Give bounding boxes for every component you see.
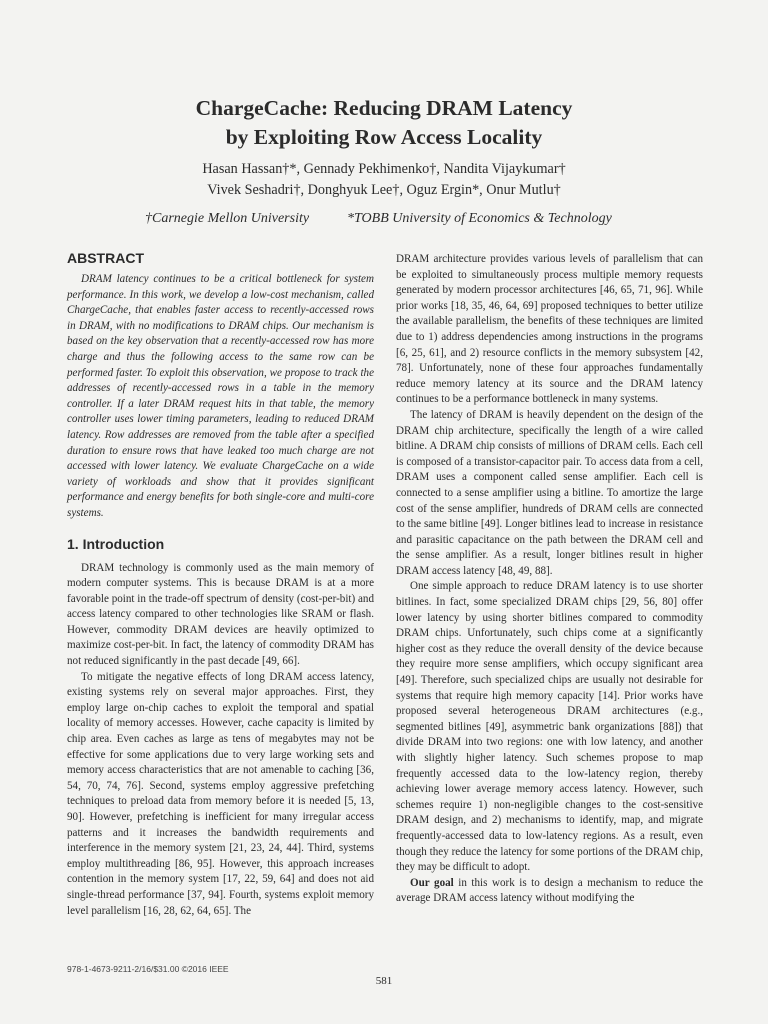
intro-paragraph-5: One simple approach to reduce DRAM latency is to use shorter bitlines. In fact, some specialized DRAM chips [29, 56, 80] offer lower latency by using shorter bitlines compared to commodity DRAM chips. Unfortunately, such chips come at a significantly higher cost as they reduce the overall density of the device because they require more sense amplifiers, which occupy significant area [49]. Therefore, such specialized chips are usually not desirable for systems that require high memory capacity [14]. Prior works have proposed several heterogeneous DRAM architectures (e.g., segmented bitlines [49], asymmetric bank organizations [88]) that divide DRAM into two regions: one with low latency, and another with slightly higher latency. Such schemes propose to map frequently accessed data to the low-latency region, thereby achieving lower average memory access latency. However, such schemes require 1) non-negligible changes to the cost-sensitive DRAM design, and 2) mechanisms to identify, map, and migrate frequently-accessed data to low-latency regions. As a result, even though they reduce the latency for some portions of the DRAM chip, they may be difficult to adopt. (396, 580, 703, 874)
paper-title (0, 94, 768, 152)
our-goal-text: in this work is to design a mechanism to reduce the average DRAM access latency without modifying the (396, 876, 703, 905)
intro-paragraph-4: The latency of DRAM is heavily dependent on the design of the DRAM chip architecture, specifically the length of a wire called bitline. A DRAM chip consists of millions of DRAM cells. Each cell is composed of a transistor-capacitor pair. To access data from a cell, DRAM uses a component called sense amplifier. Each cell is connected to a sense amplifier using a bitline. To amortize the large cost of the sense amplifier, hundreds of DRAM cells are connected to the same bitline [49]. Longer bitlines lead to increase in resistance and parasitic capacitance on the path between the DRAM cell and the sense amplifier. As a result, longer bitlines result in higher DRAM access latency [48, 49, 88]. (396, 408, 703, 577)
abstract-heading: ABSTRACT (67, 250, 144, 266)
title-line-1: ChargeCache: Reducing DRAM Latency (195, 96, 573, 120)
isbn-footer: 978-1-4673-9211-2/16/$31.00 ©2016 IEEE (67, 964, 229, 974)
authors-line-2: Vivek Seshadri†, Donghyuk Lee†, Oguz Ergin*, Onur Mutlu† (207, 182, 561, 198)
intro-paragraph-3: DRAM architecture provides various levels of parallelism that can be exploited to simultaneously process multiple memory requests generated by modern processor architectures [46, 65, 71, 96]. While prior works [18, 35, 46, 64, 69] proposed techniques to better utilize the available parallelism, the benefits of these techniques are limited due to 1) address dependencies among instructions in the programs [6, 25, 61], and 2) resource conflicts in the memory subsystem [42, 78]. Unfortunately, none of these four approaches fundamentally reduce memory latency at its source and the DRAM latency continues to be a performance bottleneck in many systems. (396, 253, 703, 406)
title-line-2: by Exploiting Row Access Locality (225, 125, 543, 149)
intro-paragraph-2: To mitigate the negative effects of long DRAM access latency, existing systems rely on several major approaches. First, they employ large on-chip caches to exploit the temporal and spatial locality of memory accesses. However, cache capacity is limited by chip area. Even caches as large as tens of megabytes may not be effective for some applications due to very large working sets and memory access characteristics that are not amenable to caching [36, 54, 70, 74, 76]. Second, systems employ aggressive prefetching techniques to preload data from memory before it is needed [5, 13, 90]. However, prefetching is inefficient for many irregular access patterns and it increases the bandwidth requirements and interference in the memory system [21, 23, 24, 44]. Third, systems employ multithreading [86, 95]. However, this approach increases contention in the memory system [17, 22, 59, 64] and does not aid single-thread performance [37, 94]. Fourth, systems exploit memory level parallelism [16, 28, 62, 64, 65]. The (67, 670, 374, 917)
intro-paragraph-1: DRAM technology is commonly used as the main memory of modern computer systems. This is because DRAM is at a more favorable point in the trade-off spectrum of density (cost-per-bit) and access latency compared to other technologies like SRAM or flash. However, commodity DRAM devices are heavily optimized to maximize cost-per-bit. In fact, the latency of commodity DRAM has not reduced significantly in the past decade [49, 66]. (67, 561, 374, 668)
affiliation-cmu: †Carnegie Mellon University (145, 211, 310, 226)
affiliation-tobb: *TOBB University of Economics & Technology (347, 211, 612, 226)
page-number: 581 (375, 975, 393, 987)
introduction-heading: 1. Introduction (67, 535, 165, 552)
our-goal-lead: Our goal (410, 876, 454, 889)
abstract-text: DRAM latency continues to be a critical bottleneck for system performance. In this work, we develop a low-cost mechanism, called ChargeCache, that enables faster access to recently-accessed rows in DRAM, with no modifications to DRAM chips. Our mechanism is based on the key observation that a recently-accessed row has more charge and thus the following access to the same row can be performed faster. To exploit this observation, we propose to track the addresses of recently-accessed rows in a table in the memory controller. If a later DRAM request hits in that table, the memory controller uses lower timing parameters, leading to reduced DRAM latency. Row addresses are removed from the table after a specified duration to ensure rows that have leaked too much charge are not accessed with lower latency. We evaluate ChargeCache on a wide variety of workloads and show that it provides significant performance and energy benefits for both single-core and multi-core systems. (67, 273, 374, 519)
left-column (67, 248, 374, 919)
author-list (0, 159, 768, 201)
intro-paragraph-6 (396, 876, 703, 907)
authors-line-1: Hasan Hassan†*, Gennady Pekhimenko†, Nandita Vijaykumar† (202, 161, 566, 177)
right-column (396, 252, 703, 907)
